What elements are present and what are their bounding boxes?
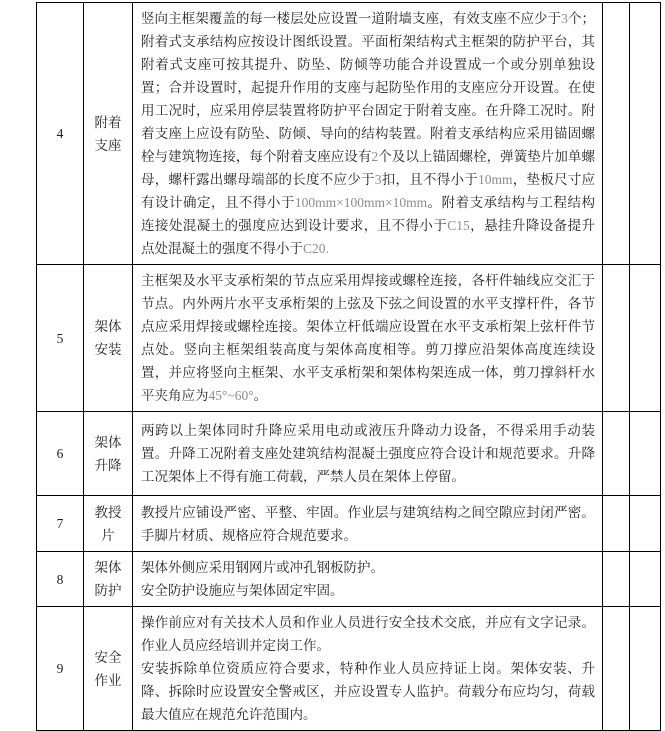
row-content	[133, 496, 603, 552]
content-paragraph: 架体外侧应采用钢网片或冲孔钢板防护。	[141, 560, 384, 575]
row-number: 6	[37, 412, 84, 496]
empty-remark-cell	[630, 552, 661, 607]
row-number: 5	[37, 265, 84, 412]
empty-remark-cell	[630, 496, 661, 552]
empty-score-cell	[603, 412, 630, 496]
row-content	[133, 265, 603, 412]
row-content	[133, 3, 603, 265]
content-paragraph: 两跨以上架体同时升降应采用电动或液压升降动力设备，不得采用手动装置。升降工况附着支座处建筑结构混凝土强度应符合设计和规范要求。升降工况架体上不得有施工荷载，严禁人员在架体上停留。	[141, 423, 595, 484]
content-paragraph: 安全防护设施应与架体固定牢固。	[141, 583, 344, 598]
row-category: 架体安装	[84, 265, 133, 412]
row-number: 8	[37, 552, 84, 607]
row-content	[133, 552, 603, 607]
content-paragraph: 操作前应对有关技术人员和作业人员进行安全技术交底，并应有文字记录。作业人员应经培训并定岗工作。	[141, 615, 595, 653]
content-paragraph: 教授片应铺设严密、平整、牢固。作业层与建筑结构之间空隙应封闭严密。手脚片材质、规格应符合规范要求。	[141, 504, 595, 543]
row-number: 9	[37, 607, 84, 731]
row-category: 教授片	[84, 496, 133, 552]
row-number: 4	[37, 3, 84, 265]
row-category: 架体升降	[84, 412, 133, 496]
empty-remark-cell	[630, 3, 661, 265]
row-number: 7	[37, 496, 84, 552]
empty-score-cell	[603, 3, 630, 265]
table-row	[37, 265, 661, 412]
row-category: 安全作业	[84, 607, 133, 731]
document-table-wrapper	[36, 2, 661, 731]
empty-score-cell	[603, 265, 630, 412]
table-row	[37, 552, 661, 607]
empty-remark-cell	[630, 412, 661, 496]
table-row	[37, 496, 661, 552]
content-paragraph: 安装拆除单位资质应符合要求，特种作业人员应持证上岗。架体安装、升降、拆除时应设置安全警戒区，并应设置专人监护。荷载分布应均匀，荷载最大值应在规范允许范围内。	[141, 661, 595, 722]
content-paragraph: 竖向主框架覆盖的每一楼层处应设置一道附墙支座，有效支座不应少于3个；附着式支承结构应按设计图纸设置。平面桁架结构式主框架的防护平台，其附着式支座可按其提升、防坠、防倾等功能合并设置成一个或分别单独设置；合并设置时，起提升作用的支座与起防坠作用的支座应分开设置。在使用工况时，应采用停层装置将防护平台固定于附着支座。在升降工况时。附着支座上应设有防坠、防倾、导向的结构装置。附着支承结构应采用锚固螺栓与建筑物连接，每个附着支座应设有2个及以上锚固螺栓，弹簧垫片加单螺母，螺杆露出螺母端部的长度不应少于3扣，且不得小于10mm，垫板尺寸应有设计确定，且不得小于100mm×100mm×10mm。附着支承结构与工程结构连接处混凝土的强度应达到设计要求，且不得小于C15，悬挂升降设备提升点处混凝土的强度不得小于C20.	[141, 11, 596, 256]
empty-score-cell	[603, 552, 630, 607]
row-category: 架体防护	[84, 552, 133, 607]
empty-score-cell	[603, 496, 630, 552]
row-category: 附着支座	[84, 3, 133, 265]
table-row	[37, 3, 661, 265]
row-content	[133, 412, 603, 496]
table-body	[37, 3, 661, 731]
content-paragraph: 主框架及水平支承桁架的节点应采用焊接或螺栓连接，各杆件轴线应交汇于节点。内外两片水平支承桁架的上弦及下弦之间设置的水平支撑杆件，各节点应采用焊接或螺栓连接。架体立杆低端应设置在水平支承桁架上弦杆件节点处。竖向主框架组装高度与架体高度相等。剪刀撑应沿架体高度连续设置，并应将竖向主框架、水平支承桁架和架体构架连成一体，剪刀撑斜杆水平夹角应为45°~60°。	[141, 273, 595, 403]
inspection-table	[36, 2, 661, 731]
table-row	[37, 412, 661, 496]
empty-remark-cell	[630, 265, 661, 412]
